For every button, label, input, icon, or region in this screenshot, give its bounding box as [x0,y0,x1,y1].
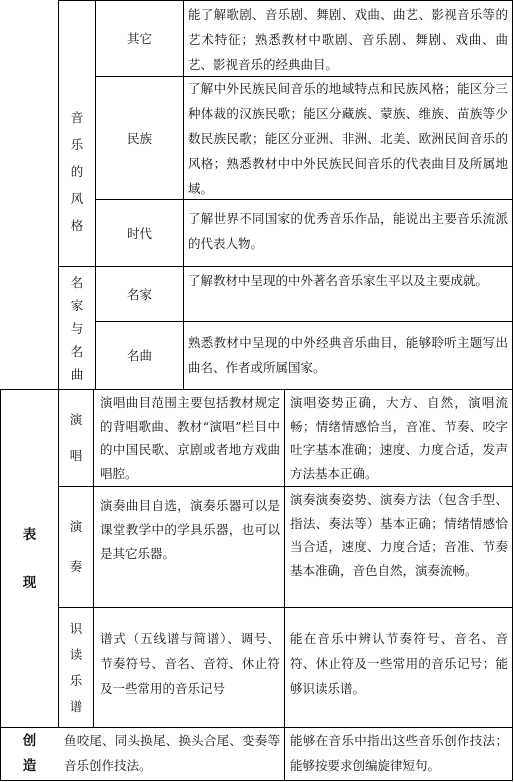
desc-other: 能了解歌剧、音乐剧、舞剧、戏曲、曲艺、影视音乐等的艺术特征；熟悉教材中歌剧、音乐剧、舞剧、戏曲、曲艺、影视音乐的经典曲目。 [188,7,508,72]
score-reading-scope: 谱式（五线谱与简谱）、调号、节奏符号、音名、音符、休止符及一些常用的音乐记号 [100,631,280,696]
rule-v-right [512,0,513,781]
label-score-reading: 识 读 乐 谱 [69,620,83,714]
rule-7 [58,607,513,608]
label-famous-piece: 名曲 [126,348,152,363]
rule-v-c [93,389,94,728]
label-famous-musician: 名家 [126,286,152,302]
group-label-famous: 名 家 与 名 曲 [70,274,84,382]
group-label-music-style: 音 乐 的 风 格 [70,110,84,233]
label-singing: 演 唱 [69,412,83,463]
label-playing: 演 奏 [69,519,83,574]
label-era: 时代 [126,225,152,241]
playing-scope: 演奏曲目自选，演奏乐器可以是课堂教学中的学具乐器，也可以是其它乐器。 [100,498,280,561]
desc-ethnic: 了解中外民族民间音乐的地域特点和民族风格；能区分三种体裁的汉族民歌；能区分藏族、蒙族、维族、苗族等少数民族民歌；能区分亚洲、非洲、北美、欧洲民间音乐的风格；熟悉教材中中外民族民间音乐的代表曲目及所属地域。 [188,81,508,196]
creation-techniques: 鱼咬尾、同头换尾、换头合尾、变奏等音乐创作技法。 [64,733,280,773]
rule-bottom [0,780,513,781]
label-ethnic: 民族 [126,130,152,146]
desc-famous-piece: 熟悉教材中呈现的中外经典音乐曲目，能够聆听主题写出曲名、作者或所属国家。 [188,335,508,375]
desc-era: 了解世界不同国家的优秀音乐作品，能说出主要音乐流派的代表人物。 [188,211,508,251]
singing-scope: 演唱曲目范围主要包括教材规定的背唱歌曲、教材“演唱”栏目中的中国民歌、京剧或者地方戏曲唱腔。 [100,395,280,481]
desc-famous-musician: 了解教材中呈现的中外著名音乐家生平以及主要成就。 [188,273,489,288]
section-label-performance: 表 现 [22,526,37,591]
playing-criteria: 演奏演奏姿势、演奏方法（包含手型、指法、奏法等）基本正确；情绪情感恰当合适，速度、力度合适；音准、节奏基本准确，音色自然，演奏流畅。 [290,492,508,578]
rule-6 [58,486,513,487]
score-reading-criteria: 能在音乐中辨认节奏符号、音名、音符、休止符及一些常用的音乐记号；能够识读乐谱。 [290,631,508,696]
singing-criteria: 演唱姿势正确，大方、自然，演唱流畅；情绪情感恰当，音准、节奏、咬字吐字基本准确；速度、力度合适，发声方法基本正确。 [290,395,508,481]
creation-criteria: 能够在音乐中指出这些音乐创作技法；能够按要求创编旋律短句。 [290,733,508,773]
label-other: 其它 [126,31,152,46]
section-label-creation: 创 造 [22,733,37,774]
rule-8 [0,727,513,728]
rule-v-e [284,389,285,781]
